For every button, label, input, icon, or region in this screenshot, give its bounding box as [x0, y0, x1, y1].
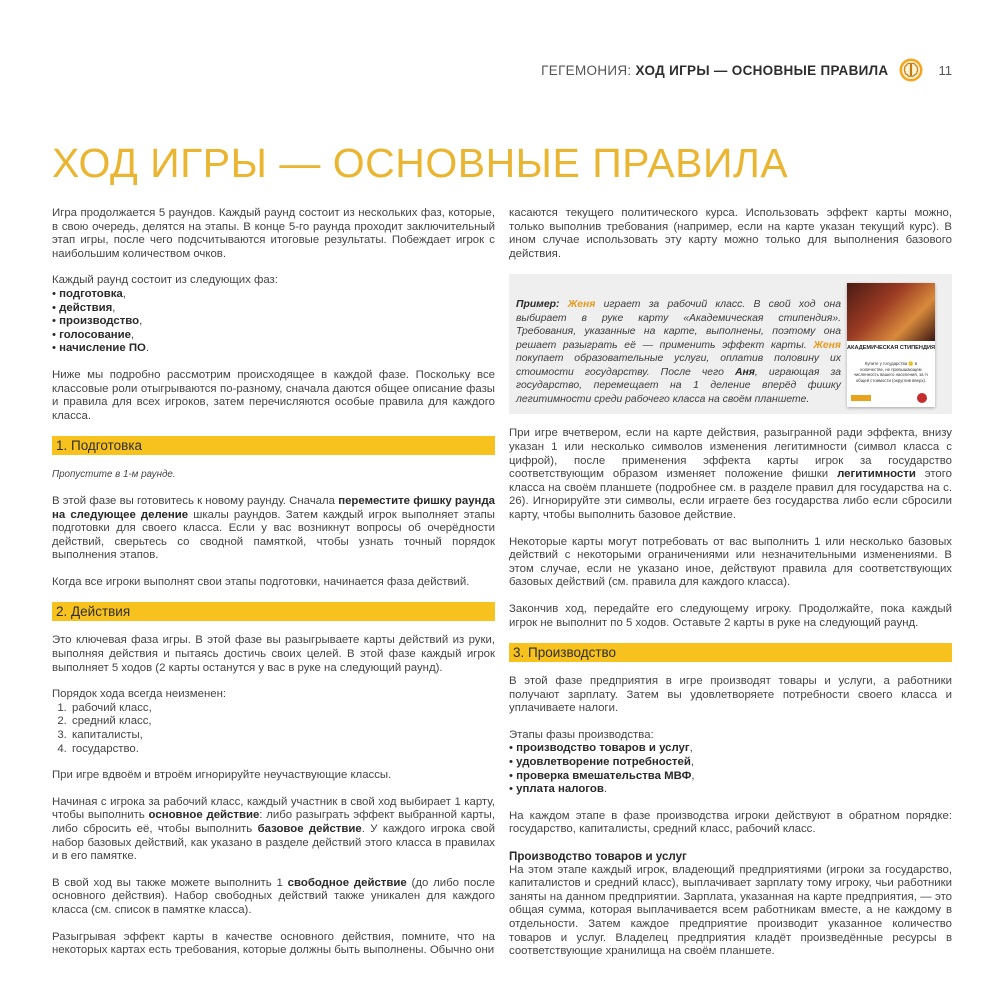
list-item: • удовлетворение потребностей,	[509, 756, 952, 770]
legitimacy-icon	[917, 393, 927, 403]
example-text: Пример: Женя играет за рабочий класс. В свой ход она выбирает в руке карту «Академическая стипендия». Требования, указанные на карте, выполнены, поэтому она решает разыграть её — применить эффект карты. Женя покупает образовательные услуги, оплатив половину их стоимости государству. После чего Аня, играющая за государство, перемещает на 1 деление вперёд фишку легитимности среди рабочего класса на своём планшете.	[516, 299, 842, 405]
list-item: • действия,	[52, 302, 495, 316]
production-paragraph-4: На этом этапе каждый игрок, владеющий предприятиями (игроки за государство, капиталистов и средний класс), выплачивает зарплату тому игроку, чьи работники заняты на данном предприятии. Зарплата, указанная на карте предприятия, — это общая сумма, которая выплачивается всем работникам вместе, а не каждому в отдельности. Затем каждое предприятие производит указанное количество товаров и услуг. Владелец предприятия кладёт произведённые ресурсы в соответствующие хранилища на своём планшете.	[509, 863, 952, 958]
actions-paragraph-3: При игре вдвоём и втроём игнорируйте неучаствующие классы.	[52, 769, 392, 782]
right-column	[509, 207, 952, 972]
page-header	[541, 58, 952, 82]
intro-paragraph-3: Ниже мы подробно рассмотрим происходящее в каждой фазе. Поскольку все классовые роли отыгрываются по-разному, сначала даются общее описание фазы и правила для всех игроков, затем перечисляются особые правила для каждого класса.	[52, 368, 495, 422]
section-heading-prep: 1. Подготовка	[52, 436, 495, 455]
page-number: 11	[938, 62, 952, 78]
prep-paragraph-2: Когда все игроки выполнят свои этапы подготовки, начинается фаза действий.	[52, 575, 470, 588]
section-heading-production: 3. Производство	[509, 643, 952, 662]
list-item: 2. средний класс,	[70, 715, 495, 729]
page-title: ХОД ИГРЫ — ОСНОВНЫЕ ПРАВИЛА	[52, 140, 789, 186]
action-card-image	[847, 283, 935, 407]
example-box	[509, 274, 952, 414]
right-paragraph-3: Некоторые карты могут потребовать от вас выполнить 1 или несколько базовых действий с некоторыми ограничениями или незначительными изменениями. В этом случае, если не указано иное, действуют правила для соответствующих базовых действий (см. правила для каждого класса).	[509, 535, 952, 589]
prep-note: Пропустите в 1-м раунде.	[52, 469, 176, 481]
list-item: • подготовка,	[52, 288, 495, 302]
list-item: • начисление ПО.	[52, 342, 495, 356]
subheading-goods: Производство товаров и услуг	[509, 850, 687, 864]
right-paragraph-4: Закончив ход, передайте его следующему игроку. Продолжайте, пока каждый игрок не выполнит по 5 ходов. Оставьте 2 карты в руке на следующий раунд.	[509, 602, 952, 629]
list-item: • производство,	[52, 315, 495, 329]
actions-paragraph-6: Разыгрывая эффект карты в качестве основного действия, помните, что на некоторых картах есть требования, которые должны быть выполнены. Обычно они	[52, 930, 495, 957]
header-section: ХОД ИГРЫ — ОСНОВНЫЕ ПРАВИЛА	[635, 62, 889, 78]
brain-icon	[899, 58, 923, 82]
production-paragraph-3: На каждом этапе в фазе производства игроки действуют в обратном порядке: государство, капиталисты, средний класс, рабочий класс.	[509, 809, 952, 836]
list-item: • уплата налогов.	[509, 783, 952, 797]
intro-paragraph-2: Каждый раунд состоит из следующих фаз:	[52, 274, 278, 287]
right-paragraph-1: касаются текущего политического курса. Использовать эффект карты можно, только выполнив требования (например, если на карте указан текущий курс). В ином случае использовать эту карту можно только для выполнения базового действия.	[509, 207, 952, 260]
list-item: 3. капиталисты,	[70, 729, 495, 743]
card-artwork	[847, 283, 935, 341]
turn-order-list	[52, 702, 495, 756]
right-paragraph-2: При игре вчетвером, если на карте действия, разыгранной ради эффекта, внизу указан 1 или несколько символов изменения легитимности (символ класса с цифрой), после применения эффекта карты игрок за государство соответствующим образом изменяет положение фишки легитимности этого класса на своём планшете (подробнее см. в разделе правил для государства на с. 26). Игнорируйте эти символы, если играете без государства либо если сбросили карту, чтобы выполнить базовое действие.	[509, 427, 953, 521]
list-item: • голосование,	[52, 329, 495, 343]
card-text: Купите у государства 🙂 в количестве, не превышающем численность вашего населения, за ½ общей стоимости (округлив вверх).	[853, 361, 929, 383]
actions-paragraph-1: Это ключевая фаза игры. В этой фазе вы разыгрываете карты действий из руки, выполняя действия и пытаясь достичь своих целей. В этой фазе каждый игрок выполняет 5 ходов (2 карты останутся у вас в руке на следующий раунд).	[52, 634, 495, 674]
card-title: АКАДЕМИЧЕСКАЯ СТИПЕНДИЯ	[847, 345, 935, 352]
production-paragraph-2: Этапы фазы производства:	[509, 728, 654, 741]
header-text	[541, 63, 888, 78]
list-item: • проверка вмешательства МВФ,	[509, 770, 952, 784]
actions-paragraph-4: Начиная с игрока за рабочий класс, каждый участник в свой ход выбирает 1 карту, чтобы выполнить основное действие: либо разыграть эффект выбранной карты, либо сбросить её, чтобы выполнить базовое действие. У каждого игрока свой набор базовых действий, как указано в разделе действий этого класса в правилах и в его памятке.	[52, 795, 496, 863]
production-steps-list	[509, 742, 952, 796]
list-item: 1. рабочий класс,	[70, 702, 495, 716]
card-tag	[851, 395, 871, 401]
production-paragraph-1: В этой фазе предприятия в игре производят товары и услуги, а работники получают зарплату. Затем вы удовлетворяете потребности своего класса и уплачиваете налоги.	[509, 675, 952, 715]
prep-paragraph-1: В этой фазе вы готовитесь к новому раунду. Сначала переместите фишку раунда на следующее деление шкалы раундов. Затем каждый игрок выполняет этапы подготовки для своего класса. Если у вас возникнут вопросы об очерёдности действий, сверьтесь со сводной памяткой, чтобы узнать точный порядок выполнения этапов.	[52, 494, 496, 562]
list-item: 4. государство.	[70, 743, 495, 757]
section-heading-actions: 2. Действия	[52, 602, 495, 621]
header-game: ГЕГЕМОНИЯ:	[541, 62, 632, 78]
list-item: • производство товаров и услуг,	[509, 742, 952, 756]
left-column	[52, 207, 495, 971]
intro-paragraph-1: Игра продолжается 5 раундов. Каждый раунд состоит из нескольких фаз, которые, в свою очередь, делятся на этапы. В конце 5-го раунда проходит заключительный этап игры, после чего подсчитываются итоговые результаты. Побеждает игрок с наибольшим количеством очков.	[52, 207, 495, 260]
actions-paragraph-2: Порядок хода всегда неизменен:	[52, 688, 227, 701]
actions-paragraph-5: В свой ход вы также можете выполнить 1 свободное действие (до либо после основного действия). Набор свободных действий также уникален для каждого класса (см. список в памятке класса).	[52, 876, 495, 916]
phase-list	[52, 288, 495, 356]
